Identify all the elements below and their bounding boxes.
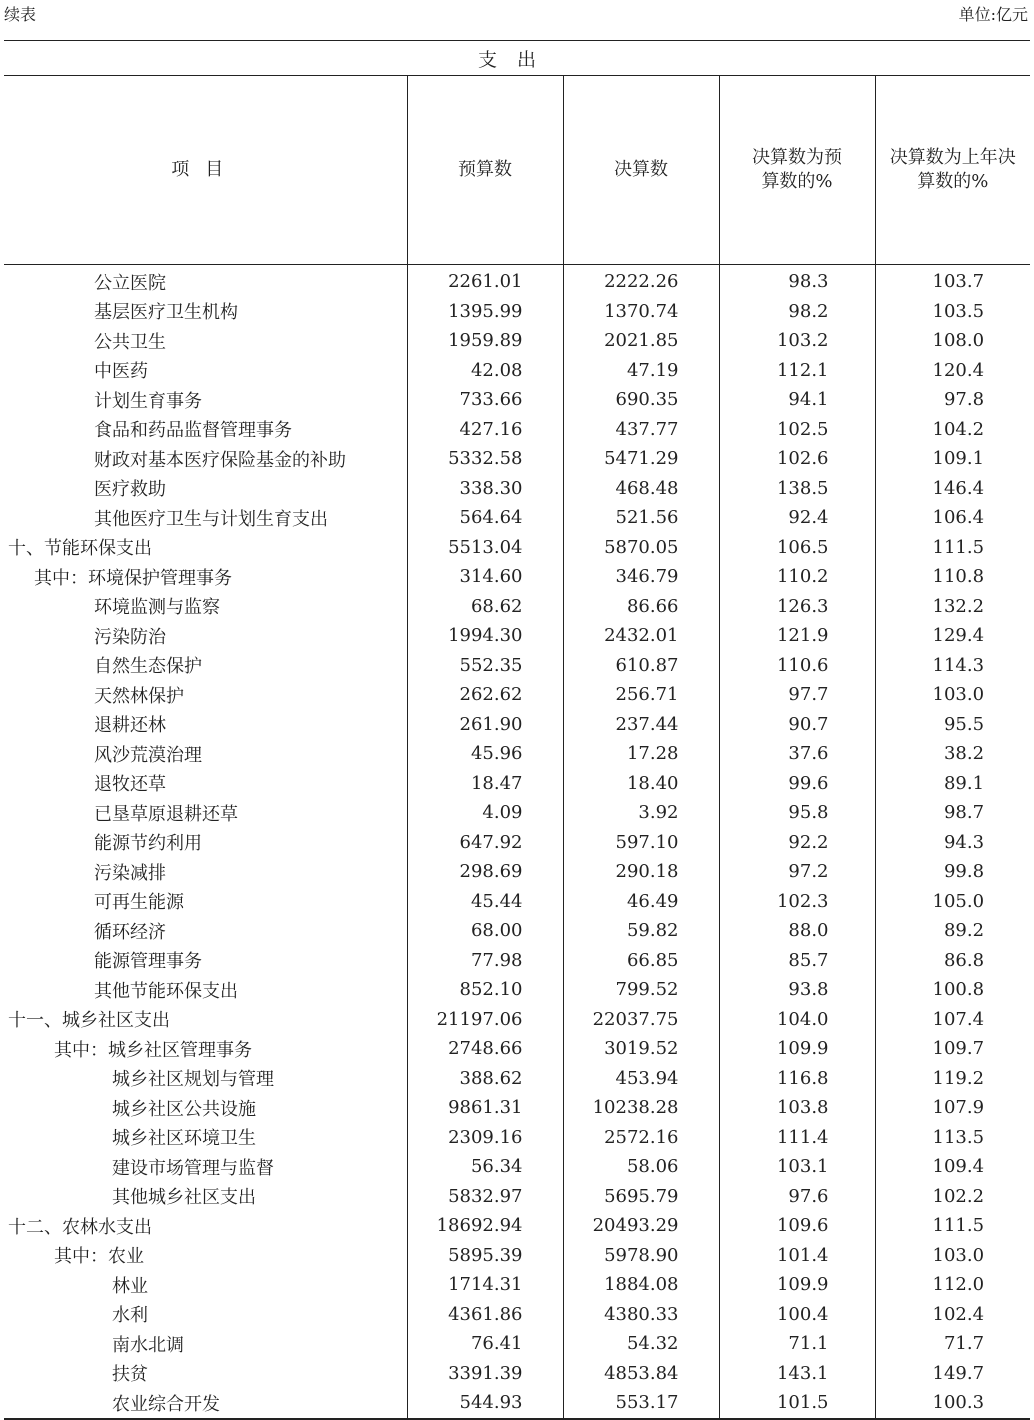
cell-budget: 1395.99 — [407, 297, 563, 327]
cell-final: 256.71 — [563, 680, 719, 710]
column-header-final: 决算数 — [563, 76, 719, 265]
cell-pct-last: 38.2 — [875, 739, 1030, 769]
cell-pct-budget: 37.6 — [719, 739, 875, 769]
cell-pct-budget: 102.5 — [719, 415, 875, 445]
row-label: 扶贫 — [112, 1364, 148, 1386]
cell-final: 1884.08 — [563, 1270, 719, 1300]
row-label: 能源管理事务 — [94, 951, 202, 973]
cell-pct-last: 103.0 — [875, 680, 1030, 710]
column-header-pct-last — [875, 76, 1030, 265]
table-row — [4, 1270, 1030, 1300]
cell-final: 5870.05 — [563, 533, 719, 563]
cell-budget: 56.34 — [407, 1152, 563, 1182]
expenditure-table — [4, 40, 1030, 1420]
cell-final: 86.66 — [563, 592, 719, 622]
cell-final: 1370.74 — [563, 297, 719, 327]
cell-budget: 314.60 — [407, 562, 563, 592]
table-row — [4, 592, 1030, 622]
cell-pct-budget: 104.0 — [719, 1005, 875, 1035]
cell-budget: 5832.97 — [407, 1182, 563, 1212]
table-row — [4, 739, 1030, 769]
column-header-pct-budget-text: 决算数为预算数的% — [752, 147, 842, 192]
cell-pct-budget: 143.1 — [719, 1359, 875, 1389]
row-label: 医疗救助 — [94, 479, 166, 501]
cell-pct-last: 106.4 — [875, 503, 1030, 533]
cell-budget: 2748.66 — [407, 1034, 563, 1064]
row-label: 环境监测与监察 — [94, 597, 220, 619]
row-label: 退耕还林 — [94, 715, 166, 737]
cell-final: 2222.26 — [563, 265, 719, 297]
cell-pct-budget: 138.5 — [719, 474, 875, 504]
cell-final: 290.18 — [563, 857, 719, 887]
cell-budget: 427.16 — [407, 415, 563, 445]
cell-final: 437.77 — [563, 415, 719, 445]
row-label: 十、节能环保支出 — [8, 538, 152, 560]
table-row — [4, 975, 1030, 1005]
cell-pct-last: 113.5 — [875, 1123, 1030, 1153]
cell-budget: 852.10 — [407, 975, 563, 1005]
cell-pct-budget: 71.1 — [719, 1329, 875, 1359]
cell-pct-last: 120.4 — [875, 356, 1030, 386]
cell-final: 54.32 — [563, 1329, 719, 1359]
cell-final: 5471.29 — [563, 444, 719, 474]
cell-pct-budget: 95.8 — [719, 798, 875, 828]
table-row — [4, 1329, 1030, 1359]
cell-budget: 2309.16 — [407, 1123, 563, 1153]
cell-final: 553.17 — [563, 1388, 719, 1419]
cell-budget: 338.30 — [407, 474, 563, 504]
cell-final: 46.49 — [563, 887, 719, 917]
unit-label: 单位:亿元 — [958, 5, 1028, 24]
table-row — [4, 1093, 1030, 1123]
cell-budget: 564.64 — [407, 503, 563, 533]
cell-final: 66.85 — [563, 946, 719, 976]
cell-budget: 388.62 — [407, 1064, 563, 1094]
cell-budget: 1714.31 — [407, 1270, 563, 1300]
cell-pct-last: 103.7 — [875, 265, 1030, 297]
cell-budget: 9861.31 — [407, 1093, 563, 1123]
row-label: 城乡社区环境卫生 — [112, 1128, 256, 1150]
cell-budget: 2261.01 — [407, 265, 563, 297]
cell-pct-last: 109.4 — [875, 1152, 1030, 1182]
table-row — [4, 1123, 1030, 1153]
table-row — [4, 946, 1030, 976]
row-label: 污染减排 — [94, 862, 166, 884]
row-label: 水利 — [112, 1305, 148, 1327]
row-label: 已垦草原退耕还草 — [94, 803, 238, 825]
cell-final: 799.52 — [563, 975, 719, 1005]
cell-final: 2021.85 — [563, 326, 719, 356]
cell-pct-last: 103.5 — [875, 297, 1030, 327]
cell-final: 20493.29 — [563, 1211, 719, 1241]
cell-budget: 552.35 — [407, 651, 563, 681]
table-row — [4, 769, 1030, 799]
cell-pct-budget: 101.4 — [719, 1241, 875, 1271]
cell-final: 2572.16 — [563, 1123, 719, 1153]
column-header-item: 项目 — [4, 76, 407, 265]
cell-budget: 262.62 — [407, 680, 563, 710]
row-label: 十二、农林水支出 — [8, 1216, 152, 1238]
cell-budget: 1994.30 — [407, 621, 563, 651]
table-row — [4, 621, 1030, 651]
row-label: 其他医疗卫生与计划生育支出 — [94, 508, 328, 530]
cell-budget: 68.00 — [407, 916, 563, 946]
table-row — [4, 1005, 1030, 1035]
row-label: 建设市场管理与监督 — [112, 1157, 274, 1179]
cell-pct-last: 99.8 — [875, 857, 1030, 887]
row-label: 财政对基本医疗保险基金的补助 — [94, 449, 346, 471]
table-row — [4, 444, 1030, 474]
cell-budget: 5895.39 — [407, 1241, 563, 1271]
cell-budget: 733.66 — [407, 385, 563, 415]
cell-final: 22037.75 — [563, 1005, 719, 1035]
row-label: 南水北调 — [112, 1334, 184, 1356]
cell-final: 59.82 — [563, 916, 719, 946]
table-row — [4, 265, 1030, 297]
table-row — [4, 415, 1030, 445]
cell-budget: 647.92 — [407, 828, 563, 858]
cell-final: 18.40 — [563, 769, 719, 799]
cell-pct-budget: 102.6 — [719, 444, 875, 474]
cell-budget: 3391.39 — [407, 1359, 563, 1389]
cell-final: 58.06 — [563, 1152, 719, 1182]
row-label: 污染防治 — [94, 626, 166, 648]
cell-final: 597.10 — [563, 828, 719, 858]
cell-budget: 18692.94 — [407, 1211, 563, 1241]
cell-pct-last: 119.2 — [875, 1064, 1030, 1094]
cell-pct-budget: 116.8 — [719, 1064, 875, 1094]
cell-budget: 261.90 — [407, 710, 563, 740]
row-label: 农业综合开发 — [4, 1388, 407, 1419]
row-label: 公立医院 — [94, 272, 166, 294]
cell-final: 237.44 — [563, 710, 719, 740]
table-row — [4, 651, 1030, 681]
cell-pct-last: 107.4 — [875, 1005, 1030, 1035]
row-label: 十一、城乡社区支出 — [8, 1010, 170, 1032]
cell-final: 453.94 — [563, 1064, 719, 1094]
cell-pct-last: 104.2 — [875, 415, 1030, 445]
cell-pct-budget: 110.6 — [719, 651, 875, 681]
row-label: 循环经济 — [94, 921, 166, 943]
table-row — [4, 1034, 1030, 1064]
table-row — [4, 1388, 1030, 1419]
table-row — [4, 356, 1030, 386]
cell-pct-budget: 103.8 — [719, 1093, 875, 1123]
cell-pct-last: 149.7 — [875, 1359, 1030, 1389]
table-row — [4, 326, 1030, 356]
table-row — [4, 1152, 1030, 1182]
row-label: 中医药 — [94, 361, 148, 383]
table-row — [4, 857, 1030, 887]
cell-pct-budget: 109.9 — [719, 1270, 875, 1300]
cell-pct-last: 71.7 — [875, 1329, 1030, 1359]
cell-pct-budget: 88.0 — [719, 916, 875, 946]
cell-final: 5695.79 — [563, 1182, 719, 1212]
cell-pct-budget: 102.3 — [719, 887, 875, 917]
cell-pct-last: 111.5 — [875, 533, 1030, 563]
cell-pct-budget: 112.1 — [719, 356, 875, 386]
cell-pct-budget: 97.6 — [719, 1182, 875, 1212]
cell-budget: 77.98 — [407, 946, 563, 976]
cell-pct-budget: 98.3 — [719, 265, 875, 297]
cell-budget: 18.47 — [407, 769, 563, 799]
cell-pct-budget: 98.2 — [719, 297, 875, 327]
table-row — [4, 798, 1030, 828]
cell-budget: 298.69 — [407, 857, 563, 887]
row-label: 其他节能环保支出 — [94, 980, 238, 1002]
cell-pct-budget: 109.6 — [719, 1211, 875, 1241]
cell-final: 3.92 — [563, 798, 719, 828]
cell-budget: 5332.58 — [407, 444, 563, 474]
cell-pct-budget: 85.7 — [719, 946, 875, 976]
cell-pct-budget: 106.5 — [719, 533, 875, 563]
cell-pct-budget: 94.1 — [719, 385, 875, 415]
table-row — [4, 680, 1030, 710]
table-row — [4, 1241, 1030, 1271]
cell-budget: 4.09 — [407, 798, 563, 828]
cell-budget: 68.62 — [407, 592, 563, 622]
cell-final: 346.79 — [563, 562, 719, 592]
cell-pct-last: 111.5 — [875, 1211, 1030, 1241]
cell-budget: 4361.86 — [407, 1300, 563, 1330]
cell-pct-budget: 90.7 — [719, 710, 875, 740]
table-row — [4, 1211, 1030, 1241]
row-label: 风沙荒漠治理 — [94, 744, 202, 766]
cell-pct-budget: 103.1 — [719, 1152, 875, 1182]
row-label: 其中：环境保护管理事务 — [34, 567, 232, 589]
table-row — [4, 385, 1030, 415]
table-row — [4, 474, 1030, 504]
cell-pct-budget: 111.4 — [719, 1123, 875, 1153]
cell-pct-last: 95.5 — [875, 710, 1030, 740]
row-label: 城乡社区规划与管理 — [112, 1069, 274, 1091]
table-row — [4, 503, 1030, 533]
column-header-pct-budget — [719, 76, 875, 265]
cell-pct-last: 94.3 — [875, 828, 1030, 858]
table-row — [4, 562, 1030, 592]
cell-budget: 544.93 — [407, 1388, 563, 1419]
cell-pct-last: 86.8 — [875, 946, 1030, 976]
row-label: 自然生态保护 — [94, 656, 202, 678]
cell-pct-budget: 126.3 — [719, 592, 875, 622]
cell-budget: 45.96 — [407, 739, 563, 769]
cell-pct-budget: 99.6 — [719, 769, 875, 799]
cell-pct-budget: 93.8 — [719, 975, 875, 1005]
cell-pct-last: 129.4 — [875, 621, 1030, 651]
continued-label: 续表 — [4, 5, 37, 24]
cell-budget: 5513.04 — [407, 533, 563, 563]
cell-final: 17.28 — [563, 739, 719, 769]
table-row — [4, 887, 1030, 917]
cell-pct-last: 132.2 — [875, 592, 1030, 622]
table-row — [4, 1064, 1030, 1094]
row-label: 食品和药品监督管理事务 — [94, 420, 292, 442]
row-label: 城乡社区公共设施 — [112, 1098, 256, 1120]
cell-pct-last: 112.0 — [875, 1270, 1030, 1300]
cell-pct-budget: 109.9 — [719, 1034, 875, 1064]
row-label: 能源节约利用 — [94, 833, 202, 855]
cell-pct-budget: 97.2 — [719, 857, 875, 887]
table-body — [4, 265, 1030, 1419]
row-label: 计划生育事务 — [94, 390, 202, 412]
table-row — [4, 828, 1030, 858]
cell-final: 610.87 — [563, 651, 719, 681]
cell-pct-budget: 103.2 — [719, 326, 875, 356]
cell-final: 10238.28 — [563, 1093, 719, 1123]
table-row — [4, 710, 1030, 740]
cell-pct-budget: 100.4 — [719, 1300, 875, 1330]
row-label: 其中：城乡社区管理事务 — [54, 1039, 252, 1061]
cell-pct-last: 103.0 — [875, 1241, 1030, 1271]
page-header — [0, 0, 1034, 24]
table-row — [4, 533, 1030, 563]
cell-pct-budget: 92.2 — [719, 828, 875, 858]
table-row — [4, 916, 1030, 946]
cell-pct-last: 108.0 — [875, 326, 1030, 356]
cell-final: 4853.84 — [563, 1359, 719, 1389]
table-row — [4, 297, 1030, 327]
cell-pct-last: 98.7 — [875, 798, 1030, 828]
row-label: 退牧还草 — [94, 774, 166, 796]
cell-pct-last: 114.3 — [875, 651, 1030, 681]
row-label: 基层医疗卫生机构 — [94, 302, 238, 324]
cell-budget: 76.41 — [407, 1329, 563, 1359]
cell-pct-budget: 110.2 — [719, 562, 875, 592]
table-row — [4, 1359, 1030, 1389]
cell-pct-last: 102.4 — [875, 1300, 1030, 1330]
cell-pct-last: 89.1 — [875, 769, 1030, 799]
row-label: 公共卫生 — [94, 331, 166, 353]
cell-final: 468.48 — [563, 474, 719, 504]
cell-pct-last: 100.3 — [875, 1388, 1030, 1419]
cell-pct-last: 97.8 — [875, 385, 1030, 415]
cell-final: 2432.01 — [563, 621, 719, 651]
cell-pct-budget: 97.7 — [719, 680, 875, 710]
cell-final: 521.56 — [563, 503, 719, 533]
column-header-pct-last-text: 决算数为上年决算数的% — [889, 147, 1016, 192]
section-title: 支出 — [4, 41, 1030, 76]
table-row — [4, 1182, 1030, 1212]
cell-final: 3019.52 — [563, 1034, 719, 1064]
cell-budget: 21197.06 — [407, 1005, 563, 1035]
cell-budget: 42.08 — [407, 356, 563, 386]
cell-pct-last: 102.2 — [875, 1182, 1030, 1212]
cell-pct-last: 107.9 — [875, 1093, 1030, 1123]
cell-pct-last: 100.8 — [875, 975, 1030, 1005]
column-header-budget: 预算数 — [407, 76, 563, 265]
cell-pct-budget: 92.4 — [719, 503, 875, 533]
cell-pct-last: 110.8 — [875, 562, 1030, 592]
cell-final: 47.19 — [563, 356, 719, 386]
cell-final: 690.35 — [563, 385, 719, 415]
cell-pct-last: 109.1 — [875, 444, 1030, 474]
cell-pct-last: 146.4 — [875, 474, 1030, 504]
cell-budget: 1959.89 — [407, 326, 563, 356]
cell-final: 5978.90 — [563, 1241, 719, 1271]
row-label: 可再生能源 — [94, 892, 184, 914]
table-row — [4, 1300, 1030, 1330]
cell-pct-last: 109.7 — [875, 1034, 1030, 1064]
row-label: 其中：农业 — [54, 1246, 144, 1268]
cell-final: 4380.33 — [563, 1300, 719, 1330]
row-label: 其他城乡社区支出 — [112, 1187, 256, 1209]
row-label: 林业 — [112, 1275, 148, 1297]
cell-pct-last: 105.0 — [875, 887, 1030, 917]
cell-budget: 45.44 — [407, 887, 563, 917]
cell-pct-budget: 121.9 — [719, 621, 875, 651]
cell-pct-last: 89.2 — [875, 916, 1030, 946]
row-label: 天然林保护 — [94, 685, 184, 707]
cell-pct-budget: 101.5 — [719, 1388, 875, 1419]
